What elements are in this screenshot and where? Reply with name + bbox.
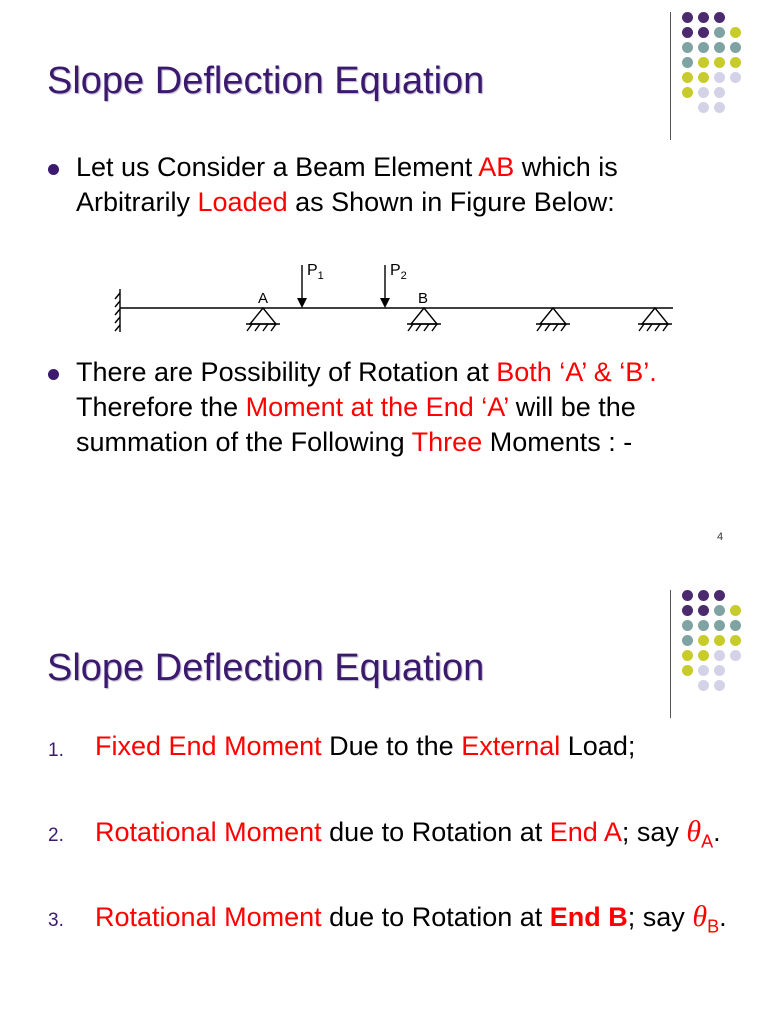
point-label-a: A <box>258 290 269 307</box>
beam-diagram <box>100 255 700 340</box>
list-number: 2. <box>48 825 64 846</box>
bullet-paragraph-1 <box>76 150 736 220</box>
list-item-2 <box>95 812 735 861</box>
bullet-icon <box>48 164 59 175</box>
text: due to Rotation at <box>321 902 550 932</box>
support-a <box>246 308 280 331</box>
load-label-p2: $P_2$ <box>390 262 407 282</box>
page-number: 4 <box>717 531 724 543</box>
highlight-text: End A <box>549 817 622 847</box>
text: Moments : - <box>482 427 633 457</box>
highlight-text: Rotational Moment <box>95 902 322 932</box>
list-number: 1. <box>48 740 64 761</box>
point-label-b: B <box>418 290 429 307</box>
highlight-text: Three <box>411 427 483 457</box>
text: Load; <box>560 731 636 761</box>
text: will be the summation of the Following <box>76 392 636 457</box>
text: Therefore the <box>76 392 246 422</box>
highlight-text: Both ‘A’ & ‘B’. <box>496 357 657 387</box>
load-label-p1: $P_1$ <box>307 262 324 282</box>
text: as Shown in Figure Below: <box>287 187 615 217</box>
text: ; say <box>621 817 687 847</box>
theta-symbol: θ <box>686 815 702 848</box>
text: . <box>713 817 721 847</box>
highlight-text: External <box>461 731 561 761</box>
support-b <box>407 308 441 331</box>
slide-title: Slope Deflection Equation <box>47 60 485 102</box>
bullet-icon <box>48 369 59 380</box>
title-divider-line <box>670 12 671 140</box>
highlight-text: Fixed End Moment <box>95 731 322 761</box>
theta-symbol: θ <box>692 900 708 933</box>
list-number: 3. <box>48 910 64 931</box>
text: Due to the <box>321 731 462 761</box>
text: Let us Consider a Beam Element <box>76 152 479 182</box>
slide-title: Slope Deflection Equation <box>47 647 485 689</box>
highlight-text: End B <box>549 902 628 932</box>
theta-subscript: A <box>701 831 714 852</box>
support-d <box>638 308 672 331</box>
highlight-text: Moment at the End ‘A’ <box>245 392 509 422</box>
text: which is Arbitrarily <box>76 152 618 217</box>
theta-subscript: B <box>707 916 720 937</box>
highlight-text: AB <box>478 152 515 182</box>
list-item-1 <box>95 727 735 766</box>
highlight-text: Loaded <box>197 187 288 217</box>
slide-2 <box>0 580 768 1024</box>
text: due to Rotation at <box>321 817 550 847</box>
text: There are Possibility of Rotation at <box>76 357 497 387</box>
list-item-3 <box>95 897 735 946</box>
support-c <box>536 308 570 331</box>
bullet-paragraph-2 <box>76 355 736 460</box>
text: . <box>719 902 727 932</box>
title-divider-line <box>670 590 671 718</box>
text: ; say <box>627 902 693 932</box>
highlight-text: Rotational Moment <box>95 817 322 847</box>
